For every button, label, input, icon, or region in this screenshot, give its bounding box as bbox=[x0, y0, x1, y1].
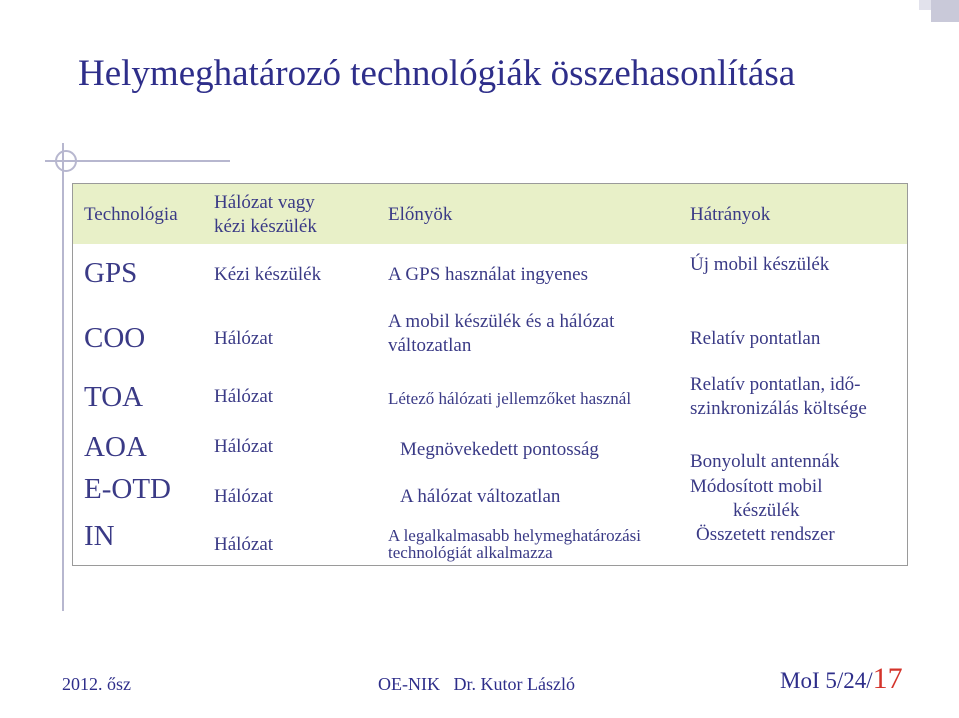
header-technology: Technológia bbox=[84, 204, 178, 225]
row-aoa-tech: AOA bbox=[84, 431, 147, 463]
row-aoa-disadvantage: Bonyolult antennák bbox=[690, 451, 840, 472]
row-in-disadvantage: Összetett rendszer bbox=[696, 524, 835, 545]
row-in-advantage-line2: technológiát alkalmazza bbox=[388, 543, 553, 562]
header-type-line2: kézi készülék bbox=[214, 216, 317, 237]
row-toa-tech: TOA bbox=[84, 381, 144, 413]
decor-vertical-line bbox=[62, 143, 64, 611]
header-advantages: Előnyök bbox=[388, 204, 453, 225]
footer-date: 2012. ősz bbox=[62, 674, 131, 694]
row-eotd-disadvantage-line2: készülék bbox=[733, 500, 800, 521]
row-coo-advantage-line1: A mobil készülék és a hálózat bbox=[388, 311, 615, 332]
row-toa-advantage: Létező hálózati jellemzőket használ bbox=[388, 389, 632, 408]
row-eotd-advantage: A hálózat változatlan bbox=[400, 486, 561, 507]
row-coo-tech: COO bbox=[84, 322, 146, 354]
row-coo-disadvantage: Relatív pontatlan bbox=[690, 328, 821, 349]
row-gps-advantage: A GPS használat ingyenes bbox=[388, 264, 589, 285]
row-in-type: Hálózat bbox=[214, 534, 274, 555]
row-eotd-type: Hálózat bbox=[214, 486, 274, 507]
footer-page-number: 17 bbox=[872, 662, 903, 695]
footer-page-info bbox=[780, 662, 903, 696]
row-aoa-advantage: Megnövekedett pontosság bbox=[400, 439, 599, 460]
row-gps-tech: GPS bbox=[84, 257, 138, 289]
row-eotd-disadvantage-line1: Módosított mobil bbox=[690, 476, 823, 497]
decor-circle-icon bbox=[55, 150, 77, 172]
header-disadvantages: Hátrányok bbox=[690, 204, 771, 225]
row-eotd-tech: E-OTD bbox=[84, 473, 171, 505]
row-coo-type: Hálózat bbox=[214, 328, 274, 349]
row-in-advantage-line1: A legalkalmasabb helymeghatározási bbox=[388, 526, 642, 545]
corner-decoration bbox=[931, 0, 959, 22]
row-toa-disadvantage-line1: Relatív pontatlan, idő- bbox=[690, 374, 861, 395]
footer-author: OE-NIK Dr. Kutor László bbox=[378, 674, 575, 694]
row-gps-type: Kézi készülék bbox=[214, 264, 322, 285]
row-coo-advantage-line2: változatlan bbox=[388, 335, 472, 356]
footer-course: MoI 5/24/ bbox=[780, 668, 873, 693]
slide-title: Helymeghatározó technológiák összehasonlítása bbox=[78, 53, 796, 94]
header-type-line1: Hálózat vagy bbox=[214, 192, 315, 213]
row-in-tech: IN bbox=[84, 520, 115, 552]
row-aoa-type: Hálózat bbox=[214, 436, 274, 457]
row-gps-disadvantage: Új mobil készülék bbox=[690, 254, 830, 275]
row-toa-type: Hálózat bbox=[214, 386, 274, 407]
row-toa-disadvantage-line2: szinkronizálás költsége bbox=[690, 398, 867, 419]
